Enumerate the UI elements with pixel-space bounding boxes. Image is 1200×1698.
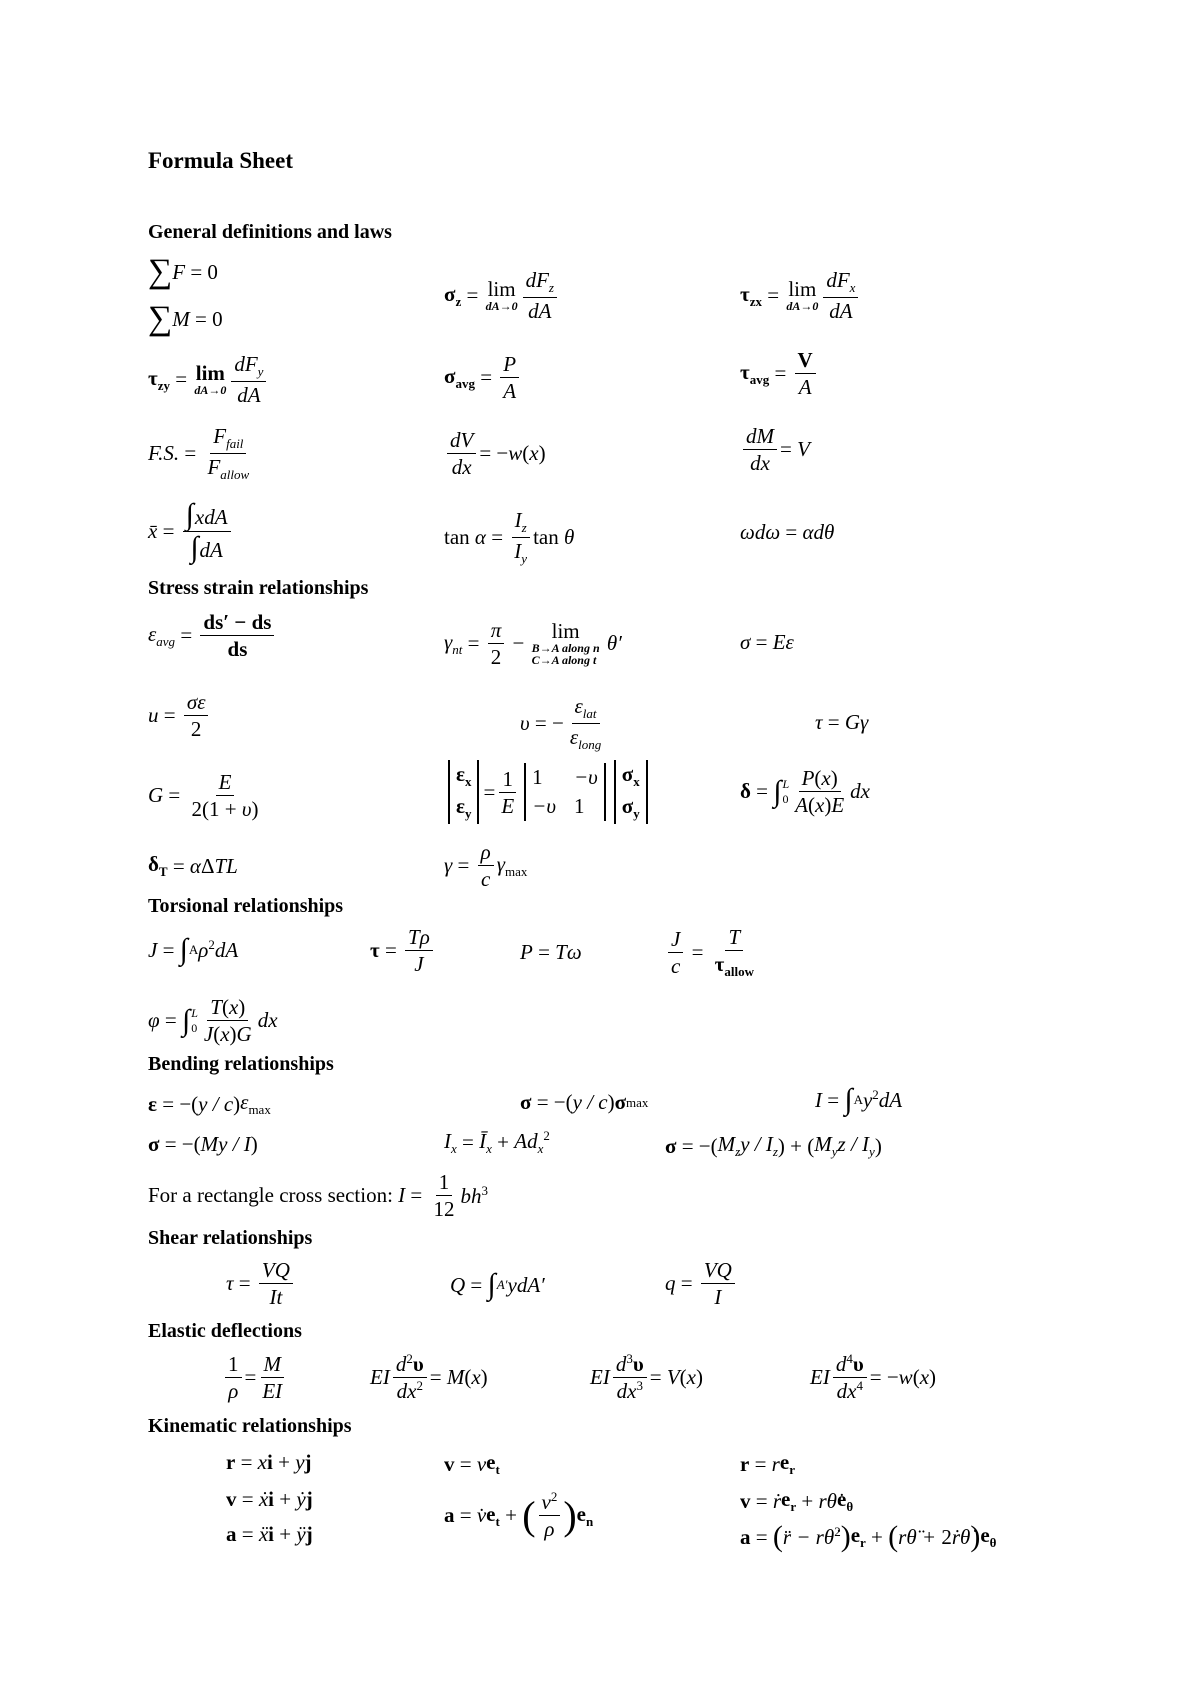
formula-power: P = Tω: [520, 940, 582, 964]
formula-shear-hookes-law: τ = Gγ: [815, 710, 869, 734]
formula-hookes-law: σ = Eε: [740, 630, 794, 654]
formula-axial-deformation: δ = ∫ L 0 $\frac{P(x)}{A(x)E}$ dx: [740, 766, 870, 818]
formula-avg-shear-stress: $\tau_{avg}$ = $\frac{V}{A}$: [740, 348, 819, 399]
formula-torsion-shear-stress: τ = $\frac{T\rho}{J}$: [370, 925, 436, 976]
formula-allowable-torsion: $\frac{J}{c}$ = $\frac{T}{\tau_{allow}}$: [665, 925, 760, 980]
formula-unsymmetric-bending: σ = −( $M_zy / I_z$ ) + ( $M_yz / I_y$ ): [665, 1132, 882, 1160]
formula-elastic-curve-load: EI $\frac{d^4\upsilon}{dx^4}$ = − w ( x ): [810, 1351, 937, 1404]
section-kinematic: Kinematic relationships: [148, 1415, 352, 1437]
formula-position-polar: r = r $e_r$: [740, 1450, 795, 1478]
formula-sum-moments: ∑ M = 0: [148, 300, 223, 337]
rect-cross-section-label: For a rectangle cross section:: [148, 1183, 393, 1208]
formula-poissons-ratio: υ = − $\frac{\varepsilon_{lat}}{\varepsilon_{long}}$: [520, 694, 602, 753]
formula-rectangle-inertia: For a rectangle cross section: I = $\frac{1}{12}$ $bh^3$: [148, 1170, 489, 1222]
formula-factor-of-safety: F.S. = $\frac{F_{fail}}{F_{allow}}$: [148, 424, 250, 483]
formula-thermal-deformation: $\delta_T$ = α Δ TL: [148, 852, 238, 880]
formula-omega-d-omega: ωdω = αdθ: [740, 520, 835, 544]
formula-first-moment: Q = ∫ A′ ydA′: [450, 1268, 545, 1301]
formula-bending-stress-max: σ = −( y / c ) σ max: [520, 1090, 649, 1114]
formula-polar-moment: J = ∫ A $\rho^2dA$: [148, 933, 239, 966]
formula-shear-strain: $\gamma_{nt}$ = $\frac{\pi}{2}$ − lim B→A along n C→A along t θ′: [444, 618, 622, 670]
formula-avg-normal-stress: $\sigma_{avg}$ = $\frac{P}{A}$: [444, 352, 522, 403]
formula-avg-normal-strain: $\varepsilon_{avg}$ = $\frac{ds' - ds}{ds}$: [148, 610, 277, 661]
formula-shear-formula: τ = $\frac{VQ}{It}$: [226, 1258, 296, 1309]
section-shear: Shear relationships: [148, 1227, 313, 1249]
formula-strain-energy-density: u = $\frac{\sigma\varepsilon}{2}$: [148, 690, 211, 741]
formula-shear-modulus: G = $\frac{E}{2(1 + \upsilon)}$: [148, 770, 259, 822]
formula-acceleration-polar: a = ( r̈ − rθ̇$^2$ ) $e_r$ + ( rθ̈ + 2ṙθ̇ ) $e_\theta$: [740, 1520, 997, 1553]
formula-elastic-curve-moment: EI $\frac{d^2\upsilon}{dx^2}$ = M ( x ): [370, 1351, 488, 1404]
formula-neutral-axis-angle: tan α = $\frac{I_z}{I_y}$ tan θ: [444, 508, 575, 567]
formula-shear-flow: q = $\frac{VQ}{I}$: [665, 1258, 738, 1309]
formula-flexure: σ = −( My / I ): [148, 1132, 258, 1156]
page-title: Formula Sheet: [148, 148, 294, 173]
formula-velocity-cartesian: v = ẋ i + ẏ j: [226, 1487, 313, 1511]
formula-normal-stress-limit: $\sigma_z$ = lim dA→0 $\frac{dF_z}{dA}$: [444, 268, 560, 323]
formula-angle-of-twist: φ = ∫ L 0 $\frac{T(x)}{J(x)G}$ dx: [148, 995, 278, 1047]
formula-velocity-polar: v = ṙ $e_r$ + rθ̇ $e_\theta$: [740, 1487, 854, 1515]
formula-shear-stress-zx: $\tau_{zx}$ = lim dA→0 $\frac{dF_x}{dA}$: [740, 268, 861, 323]
formula-velocity-tangential: v = v $e_t$: [444, 1450, 500, 1478]
formula-centroid: x̄ = $\frac{\text{∫xdA}}{\int dA}$: [148, 500, 234, 563]
formula-sum-forces: ∑ F = 0: [148, 253, 218, 290]
section-bending: Bending relationships: [148, 1053, 334, 1075]
section-elastic: Elastic deflections: [148, 1320, 302, 1342]
formula-shear-strain-linear: γ = $\frac{\rho}{c}$ $\gamma_{max}$: [444, 840, 528, 892]
formula-moment-of-inertia: I = ∫ A $y^2dA$: [815, 1083, 903, 1116]
formula-shear-stress-zy: $\tau_{zy}$ = lim dA→0 $\frac{dF_y}{dA}$: [148, 352, 269, 407]
formula-parallel-axis: $I_x$ = $Ī_x$ + $Ad_x^2$: [444, 1128, 550, 1157]
formula-dM-dx: $\frac{dM}{dx}$ = V: [740, 424, 810, 475]
formula-elastic-curve-shear: EI $\frac{d^3\upsilon}{dx^3}$ = V ( x ): [590, 1351, 703, 1404]
formula-acceleration-nt: a = v̇ $e_t$ + ( $\frac{v^2}{\rho}$ ) $e_n$: [444, 1489, 594, 1542]
formula-position-cartesian: r = x i + y j: [226, 1450, 312, 1474]
section-torsional: Torsional relationships: [148, 895, 344, 917]
formula-dV-dx: $\frac{dV}{dx}$ = − w ( x ): [444, 428, 546, 479]
section-stress-strain: Stress strain relationships: [148, 577, 369, 599]
formula-plane-stress-matrix: $\varepsilon_x$ $\varepsilon_y$ = $\frac{1}{E}$ 1 −υ −υ 1 $\sigma_x$ $\sigma_y$: [444, 760, 652, 824]
formula-bending-strain: ε = −( y / c ) $\varepsilon_{max}$: [148, 1090, 271, 1118]
section-general: General definitions and laws: [148, 221, 392, 243]
formula-curvature: $\frac{1}{\rho}$ = $\frac{M}{EI}$: [222, 1352, 288, 1403]
formula-acceleration-cartesian: a = ẍ i + ÿ j: [226, 1522, 313, 1546]
